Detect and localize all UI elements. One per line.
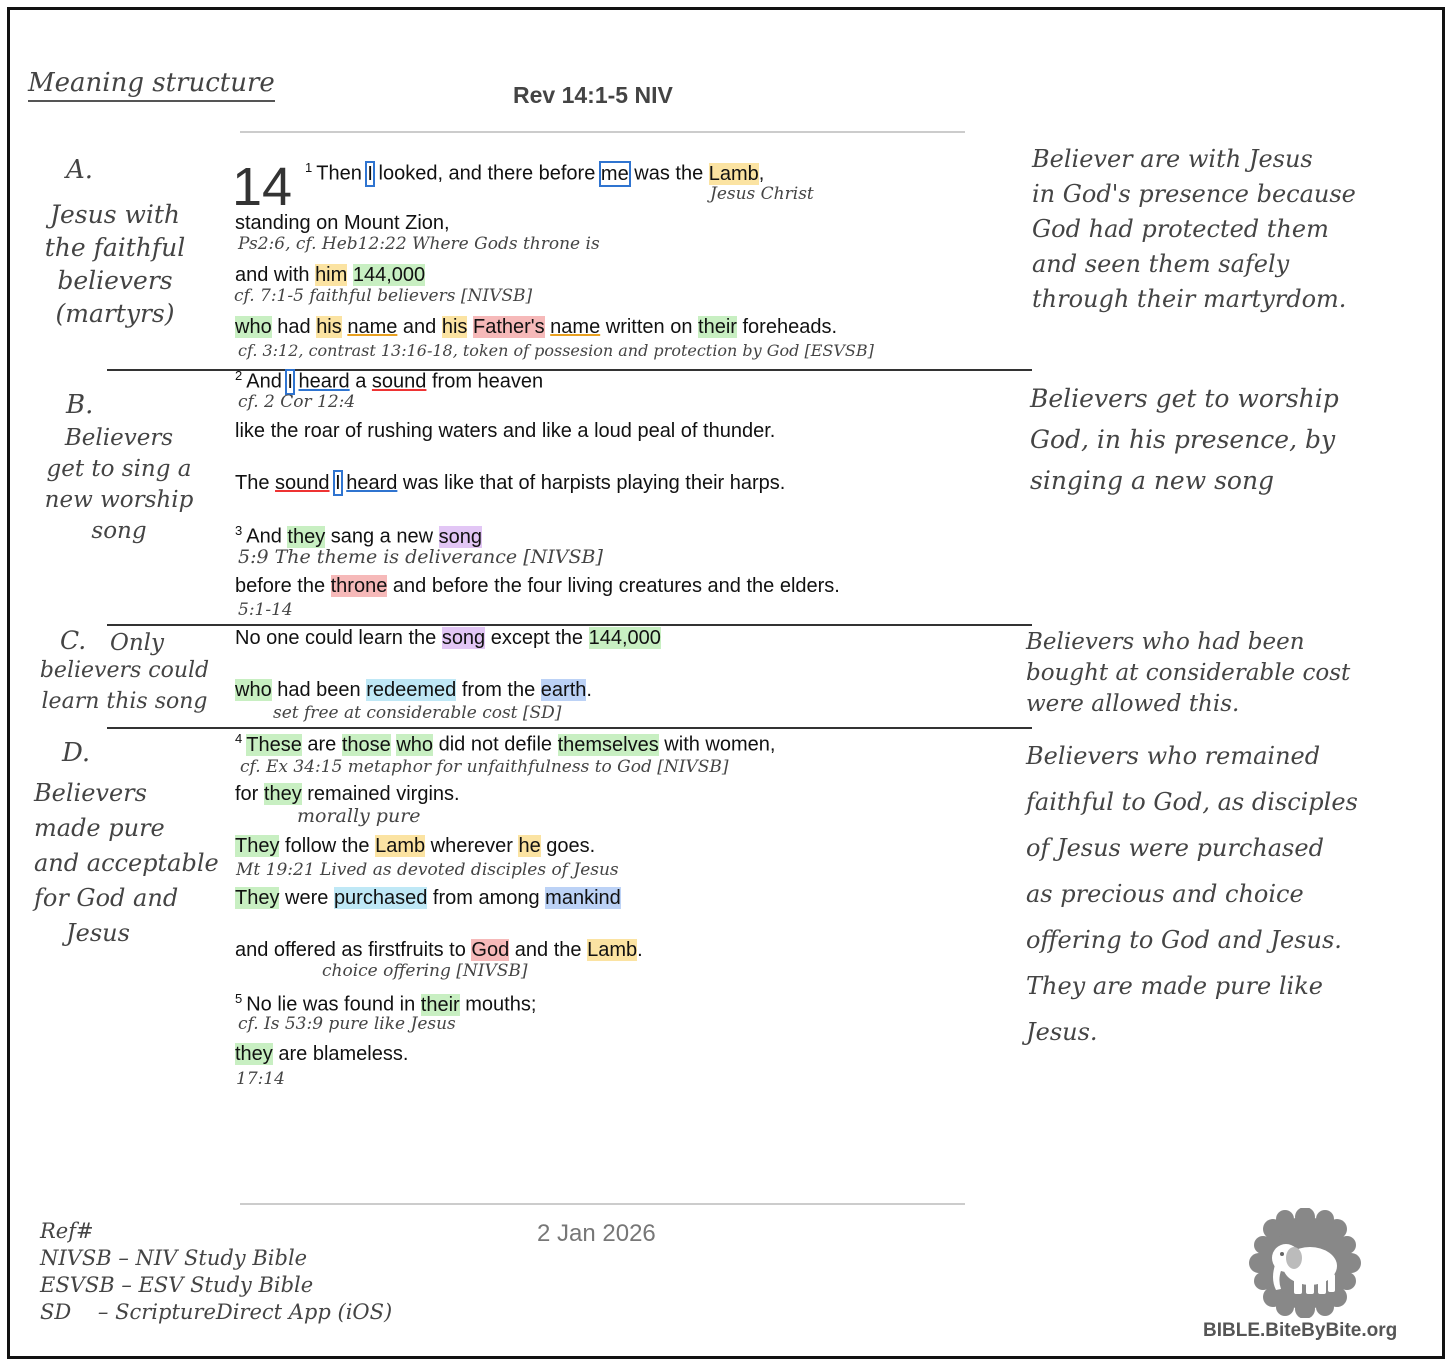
comment-line: and seen them safely xyxy=(1032,250,1290,278)
highlight-song: song xyxy=(441,627,486,649)
text-run: did not defile xyxy=(433,733,558,756)
note-7-1-5: cf. 7:1-5 faithful believers [NIVSB] xyxy=(234,286,533,306)
text-run: . xyxy=(637,939,643,961)
section-b-letter: B. xyxy=(66,390,94,420)
text-run: and xyxy=(397,316,442,338)
comment-line: offering to God and Jesus. xyxy=(1026,926,1342,954)
highlight-they: they xyxy=(287,525,326,548)
verse-line xyxy=(305,160,764,186)
highlight-they: They xyxy=(235,835,280,857)
text-run: remained virgins. xyxy=(301,783,460,805)
comment-line: Believers who had been xyxy=(1026,629,1305,655)
refs-title: Ref# xyxy=(40,1219,94,1243)
text-run: had xyxy=(271,316,317,338)
highlight-his: his xyxy=(316,316,342,338)
elephant-logo-icon xyxy=(1246,1208,1364,1318)
section-c-summary-first: Only xyxy=(110,630,165,656)
note-is-53: cf. Is 53:9 pure like Jesus xyxy=(238,1014,456,1034)
highlight-their: their xyxy=(420,993,460,1016)
text-run: like the roar of rushing waters and like a loud peal of thunder. xyxy=(235,420,776,442)
text-run: and before the four living creatures and the elders. xyxy=(387,575,840,597)
note-morally-pure: morally pure xyxy=(297,805,421,827)
text-run: . xyxy=(586,679,592,701)
verse-line xyxy=(235,991,536,1017)
text-run: are xyxy=(301,733,342,756)
heading-note: Meaning structure xyxy=(28,68,275,102)
section-a-letter: A. xyxy=(66,155,94,185)
highlight-144000: 144,000 xyxy=(588,627,661,649)
verse-line xyxy=(235,472,785,495)
comment-line: Believer are with Jesus xyxy=(1032,145,1313,173)
note-mt-19: Mt 19:21 Lived as devoted disciples of Jesus xyxy=(236,860,619,880)
pronoun-i: I xyxy=(367,162,373,185)
top-rule xyxy=(240,131,965,133)
summary-line: believers could xyxy=(39,658,210,683)
comment-line: God had protected them xyxy=(1032,215,1329,243)
text-run: with women, xyxy=(658,733,776,756)
text-run: No lie was found in xyxy=(246,993,421,1016)
underline-sound: sound xyxy=(275,472,330,494)
highlight-him: him xyxy=(315,264,348,286)
text-run: from heaven xyxy=(426,370,544,393)
text-run: had been xyxy=(271,679,367,701)
summary-line: Jesus xyxy=(66,919,130,947)
summary-line: learn this song xyxy=(41,689,208,714)
comment-line: as precious and choice xyxy=(1026,880,1304,908)
highlight-they: They xyxy=(235,887,280,909)
underline-name: name xyxy=(550,316,601,338)
date-stamp: 2 Jan 2026 xyxy=(537,1220,656,1247)
verse-number: 4 xyxy=(235,731,243,746)
bottom-rule xyxy=(240,1203,965,1205)
text-run: No one could learn the xyxy=(235,627,442,649)
underline-name: name xyxy=(347,316,398,338)
comment-line: They are made pure like xyxy=(1026,972,1323,1000)
note-5-9: 5:9 The theme is deliverance [NIVSB] xyxy=(238,546,603,568)
underline-sound: sound xyxy=(371,370,427,393)
text-run: , xyxy=(758,162,765,185)
section-a-summary xyxy=(20,198,210,330)
section-d-letter: D. xyxy=(62,738,91,768)
highlight-their: their xyxy=(698,316,737,338)
text-run: are blameless. xyxy=(272,1043,409,1065)
note-17-14: 17:14 xyxy=(236,1069,285,1089)
note-ps2: Ps2:6, cf. Heb12:22 Where Gods throne is xyxy=(238,234,600,254)
summary-line: get to sing a xyxy=(46,456,192,482)
section-a-comment xyxy=(1032,142,1356,317)
summary-line: believers xyxy=(57,266,173,295)
verse-number: 5 xyxy=(235,991,243,1006)
verse-line xyxy=(235,679,592,702)
text-run: a xyxy=(349,370,372,393)
ref-line: SD – ScriptureDirect App (iOS) xyxy=(40,1300,393,1324)
highlight-earth: earth xyxy=(540,679,587,701)
highlight-who: who xyxy=(396,733,434,756)
verse-number: 1 xyxy=(305,160,313,175)
text-run: wherever xyxy=(425,835,519,857)
note-set-free: set free at considerable cost [SD] xyxy=(273,703,562,723)
text-run: foreheads. xyxy=(736,316,838,338)
verse-line xyxy=(235,887,621,910)
text-run: standing on Mount Zion, xyxy=(235,212,450,234)
verse-number: 3 xyxy=(235,523,243,538)
highlight-throne: throne xyxy=(330,575,388,597)
summary-line: for God and xyxy=(34,884,179,912)
highlight-lamb: Lamb xyxy=(708,162,759,185)
text-run: And xyxy=(246,525,288,548)
summary-line: made pure xyxy=(34,814,165,842)
text-run: from the xyxy=(456,679,541,701)
section-d-summary xyxy=(34,776,219,951)
note-2cor: cf. 2 Cor 12:4 xyxy=(238,392,356,412)
summary-line: song xyxy=(91,518,147,544)
comment-line: of Jesus were purchased xyxy=(1026,834,1324,862)
separator-cd xyxy=(107,727,1032,729)
verse-line xyxy=(235,939,643,962)
highlight-they: they xyxy=(263,783,302,805)
highlight-those: those xyxy=(341,733,391,756)
comment-line: God, in his presence, by xyxy=(1030,425,1336,454)
ref-line: ESVSB – ESV Study Bible xyxy=(40,1273,314,1297)
underline-heard: heard xyxy=(346,472,398,494)
verse-line xyxy=(235,264,425,287)
verse-line xyxy=(235,368,543,394)
text-run: was like that of harpists playing their harps. xyxy=(397,472,786,494)
verse-line xyxy=(235,212,450,235)
highlight-these: These xyxy=(246,733,302,756)
section-d-comment xyxy=(1026,733,1358,1055)
verse-line xyxy=(235,523,482,549)
text-run: were xyxy=(279,887,334,909)
text-run: from among xyxy=(427,887,546,909)
comment-line: Believers who remained xyxy=(1026,742,1321,770)
text-run: and the xyxy=(509,939,588,961)
text-run: before the xyxy=(235,575,331,597)
pronoun-i: I xyxy=(287,370,293,393)
text-run: and offered as firstfruits to xyxy=(235,939,472,961)
section-c-letter: C. xyxy=(60,626,87,655)
section-b-comment xyxy=(1030,378,1339,501)
highlight-song: song xyxy=(438,525,482,548)
highlight-father: Father's xyxy=(472,316,545,338)
pronoun-i: I xyxy=(335,472,341,494)
highlight-mankind: mankind xyxy=(545,887,621,909)
summary-line: (martyrs) xyxy=(55,299,175,328)
text-run: The xyxy=(235,472,276,494)
comment-line: were allowed this. xyxy=(1026,691,1240,717)
ref-line: NIVSB – NIV Study Bible xyxy=(40,1246,308,1270)
text-run: and with xyxy=(235,264,316,286)
verse-line xyxy=(235,316,837,339)
underline-heard: heard xyxy=(298,370,350,393)
separator-bc xyxy=(107,624,1032,626)
summary-line: Believers xyxy=(34,779,147,807)
highlight-purchased: purchased xyxy=(333,887,428,909)
highlight-they: they xyxy=(235,1043,273,1065)
verse-line xyxy=(235,420,775,443)
highlight-themselves: themselves xyxy=(557,733,659,756)
verse-line xyxy=(235,627,661,650)
highlight-he: he xyxy=(518,835,541,857)
pronoun-me: me xyxy=(600,162,629,185)
references xyxy=(40,1218,392,1326)
highlight-lamb: Lamb xyxy=(587,939,638,961)
summary-line: Believers xyxy=(64,425,174,451)
highlight-144000: 144,000 xyxy=(352,264,426,286)
chapter-number: 14 xyxy=(232,157,293,217)
text-run: And xyxy=(246,370,288,393)
verse-number: 2 xyxy=(235,368,243,383)
verse-line xyxy=(235,731,775,757)
brand-url: BIBLE.BiteByBite.org xyxy=(1203,1320,1398,1341)
section-c-summary xyxy=(22,655,227,717)
summary-line: Jesus with xyxy=(49,200,181,229)
text-run: for xyxy=(235,783,264,805)
highlight-who: who xyxy=(235,316,272,338)
text-run: Then xyxy=(316,162,368,185)
comment-line: Believers get to worship xyxy=(1030,384,1339,413)
text-run: was the xyxy=(628,162,709,185)
section-b-summary xyxy=(24,423,214,547)
passage-title: Rev 14:1-5 NIV xyxy=(513,82,673,108)
note-3-12: cf. 3:12, contrast 13:16-18, token of possesion and protection by God [ESVSB] xyxy=(238,341,874,360)
highlight-redeemed: redeemed xyxy=(366,679,457,701)
highlight-his: his xyxy=(441,316,468,338)
summary-line: the faithful xyxy=(44,233,186,262)
section-c-comment xyxy=(1026,627,1350,720)
note-ex-34: cf. Ex 34:15 metaphor for unfaithfulness to God [NIVSB] xyxy=(240,757,729,777)
comment-line: in God's presence because xyxy=(1032,180,1356,208)
text-run: sang a new xyxy=(325,525,439,548)
text-run: mouths; xyxy=(459,993,537,1016)
comment-line: Jesus. xyxy=(1026,1018,1098,1046)
comment-line: through their martyrdom. xyxy=(1032,285,1347,313)
highlight-who: who xyxy=(235,679,272,701)
verse-line xyxy=(235,835,595,858)
verse-line xyxy=(235,575,840,598)
highlight-god: God xyxy=(471,939,510,961)
note-5-1-14: 5:1-14 xyxy=(238,600,293,620)
comment-line: singing a new song xyxy=(1030,466,1275,495)
verse-line xyxy=(235,783,460,806)
note-jesus-christ: Jesus Christ xyxy=(710,184,814,204)
text-run: looked, and there before xyxy=(372,162,601,185)
summary-line: new worship xyxy=(44,487,194,513)
text-run: written on xyxy=(600,316,699,338)
comment-line: bought at considerable cost xyxy=(1026,660,1351,686)
verse-line xyxy=(235,1043,408,1066)
highlight-lamb: Lamb xyxy=(375,835,426,857)
text-run: except the xyxy=(485,627,589,649)
summary-line: and acceptable xyxy=(34,849,219,877)
note-choice-offering: choice offering [NIVSB] xyxy=(322,961,528,981)
text-run: follow the xyxy=(279,835,376,857)
comment-line: faithful to God, as disciples xyxy=(1026,788,1358,816)
text-run: goes. xyxy=(540,835,596,857)
